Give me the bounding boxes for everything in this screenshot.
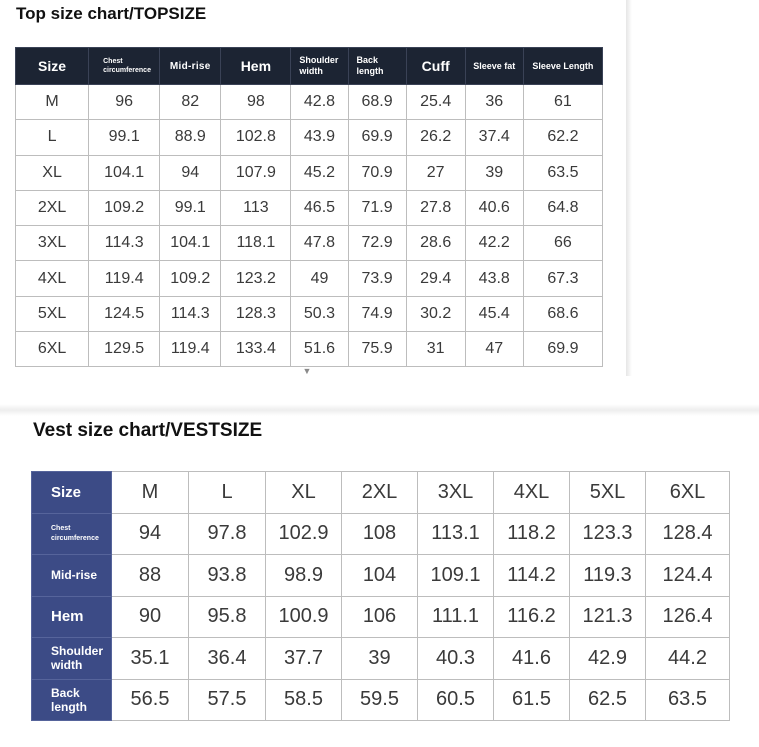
- measurement-cell: 63.5: [523, 155, 602, 190]
- measurement-cell: 128.3: [221, 296, 291, 331]
- size-cell: 6XL: [16, 332, 89, 367]
- measurement-cell: 43.9: [291, 120, 348, 155]
- measurement-cell: 36: [465, 85, 523, 120]
- measurement-cell: 31: [406, 332, 465, 367]
- row-header: Hem: [32, 596, 112, 638]
- top-size-panel: [0, 0, 626, 376]
- size-cell: 4XL: [16, 261, 89, 296]
- table-row: [32, 555, 730, 597]
- measurement-cell: 124.4: [646, 555, 730, 597]
- measurement-cell: 100.9: [266, 596, 342, 638]
- measurement-cell: 104.1: [160, 226, 221, 261]
- measurement-cell: 41.6: [494, 638, 570, 680]
- measurement-cell: 104.1: [89, 155, 160, 190]
- table-row: [32, 472, 730, 514]
- header-hem: Hem: [221, 48, 291, 85]
- size-cell: 5XL: [570, 472, 646, 514]
- measurement-cell: 39: [342, 638, 418, 680]
- measurement-cell: 102.9: [266, 513, 342, 555]
- measurement-cell: 30.2: [406, 296, 465, 331]
- measurement-cell: 45.2: [291, 155, 348, 190]
- table-row: [16, 120, 603, 155]
- table-row: [16, 85, 603, 120]
- measurement-cell: 72.9: [348, 226, 406, 261]
- top-size-table: [15, 47, 603, 367]
- table-row: [16, 261, 603, 296]
- header-sleeve-fat: Sleeve fat: [465, 48, 523, 85]
- measurement-cell: 113.1: [418, 513, 494, 555]
- table-row: [16, 296, 603, 331]
- measurement-cell: 46.5: [291, 190, 348, 225]
- measurement-cell: 119.4: [89, 261, 160, 296]
- measurement-cell: 133.4: [221, 332, 291, 367]
- measurement-cell: 126.4: [646, 596, 730, 638]
- measurement-cell: 40.3: [418, 638, 494, 680]
- measurement-cell: 64.8: [523, 190, 602, 225]
- table-row: [32, 679, 730, 721]
- measurement-cell: 67.3: [523, 261, 602, 296]
- row-header: Mid-rise: [32, 555, 112, 597]
- measurement-cell: 75.9: [348, 332, 406, 367]
- size-cell: M: [16, 85, 89, 120]
- measurement-cell: 42.9: [570, 638, 646, 680]
- panel-divider: [0, 376, 759, 416]
- measurement-cell: 25.4: [406, 85, 465, 120]
- measurement-cell: 44.2: [646, 638, 730, 680]
- measurement-cell: 61: [523, 85, 602, 120]
- measurement-cell: 28.6: [406, 226, 465, 261]
- measurement-cell: 37.4: [465, 120, 523, 155]
- measurement-cell: 71.9: [348, 190, 406, 225]
- size-cell: 2XL: [16, 190, 89, 225]
- measurement-cell: 119.4: [160, 332, 221, 367]
- header-sleeve-length: Sleeve Length: [523, 48, 602, 85]
- measurement-cell: 82: [160, 85, 221, 120]
- size-cell: XL: [16, 155, 89, 190]
- vest-chart-title: Vest size chart/VESTSIZE: [33, 420, 263, 441]
- measurement-cell: 114.3: [160, 296, 221, 331]
- table-row: [16, 226, 603, 261]
- measurement-cell: 37.7: [266, 638, 342, 680]
- row-header: Shoulder width: [32, 638, 112, 680]
- measurement-cell: 107.9: [221, 155, 291, 190]
- measurement-cell: 121.3: [570, 596, 646, 638]
- measurement-cell: 56.5: [112, 679, 189, 721]
- header-chest: Chest circumference: [89, 48, 160, 85]
- measurement-cell: 74.9: [348, 296, 406, 331]
- measurement-cell: 102.8: [221, 120, 291, 155]
- measurement-cell: 111.1: [418, 596, 494, 638]
- row-header: Back length: [32, 679, 112, 721]
- measurement-cell: 27: [406, 155, 465, 190]
- measurement-cell: 109.2: [160, 261, 221, 296]
- measurement-cell: 99.1: [160, 190, 221, 225]
- table-row: [32, 596, 730, 638]
- measurement-cell: 66: [523, 226, 602, 261]
- measurement-cell: 123.3: [570, 513, 646, 555]
- measurement-cell: 118.1: [221, 226, 291, 261]
- measurement-cell: 95.8: [189, 596, 266, 638]
- measurement-cell: 62.5: [570, 679, 646, 721]
- measurement-cell: 51.6: [291, 332, 348, 367]
- row-header: Size: [32, 472, 112, 514]
- measurement-cell: 104: [342, 555, 418, 597]
- measurement-cell: 99.1: [89, 120, 160, 155]
- measurement-cell: 29.4: [406, 261, 465, 296]
- size-cell: 3XL: [16, 226, 89, 261]
- measurement-cell: 39: [465, 155, 523, 190]
- measurement-cell: 93.8: [189, 555, 266, 597]
- measurement-cell: 63.5: [646, 679, 730, 721]
- top-chart-title: Top size chart/TOPSIZE: [16, 4, 207, 23]
- table-row: [16, 190, 603, 225]
- size-cell: 5XL: [16, 296, 89, 331]
- measurement-cell: 42.8: [291, 85, 348, 120]
- measurement-cell: 70.9: [348, 155, 406, 190]
- chevron-down-icon[interactable]: ▼: [302, 366, 312, 376]
- measurement-cell: 60.5: [418, 679, 494, 721]
- measurement-cell: 129.5: [89, 332, 160, 367]
- measurement-cell: 58.5: [266, 679, 342, 721]
- measurement-cell: 88.9: [160, 120, 221, 155]
- measurement-cell: 113: [221, 190, 291, 225]
- measurement-cell: 98: [221, 85, 291, 120]
- measurement-cell: 27.8: [406, 190, 465, 225]
- measurement-cell: 47.8: [291, 226, 348, 261]
- measurement-cell: 47: [465, 332, 523, 367]
- measurement-cell: 40.6: [465, 190, 523, 225]
- measurement-cell: 69.9: [523, 332, 602, 367]
- header-shoulder: Shoulder width: [291, 48, 348, 85]
- measurement-cell: 50.3: [291, 296, 348, 331]
- row-header: Chest circumference: [32, 513, 112, 555]
- table-row: [32, 638, 730, 680]
- measurement-cell: 43.8: [465, 261, 523, 296]
- measurement-cell: 68.6: [523, 296, 602, 331]
- size-cell: XL: [266, 472, 342, 514]
- measurement-cell: 49: [291, 261, 348, 296]
- measurement-cell: 114.2: [494, 555, 570, 597]
- top-header-row: [16, 48, 603, 85]
- header-mid-rise: Mid-rise: [160, 48, 221, 85]
- size-cell: 6XL: [646, 472, 730, 514]
- measurement-cell: 62.2: [523, 120, 602, 155]
- header-back-length: Back length: [348, 48, 406, 85]
- measurement-cell: 96: [89, 85, 160, 120]
- measurement-cell: 59.5: [342, 679, 418, 721]
- measurement-cell: 128.4: [646, 513, 730, 555]
- panel-shadow: [626, 0, 632, 376]
- vest-size-table: [31, 471, 730, 721]
- measurement-cell: 88: [112, 555, 189, 597]
- measurement-cell: 109.2: [89, 190, 160, 225]
- measurement-cell: 116.2: [494, 596, 570, 638]
- measurement-cell: 42.2: [465, 226, 523, 261]
- measurement-cell: 90: [112, 596, 189, 638]
- measurement-cell: 108: [342, 513, 418, 555]
- measurement-cell: 98.9: [266, 555, 342, 597]
- measurement-cell: 114.3: [89, 226, 160, 261]
- measurement-cell: 68.9: [348, 85, 406, 120]
- measurement-cell: 57.5: [189, 679, 266, 721]
- measurement-cell: 119.3: [570, 555, 646, 597]
- measurement-cell: 69.9: [348, 120, 406, 155]
- table-row: [16, 155, 603, 190]
- header-cuff: Cuff: [406, 48, 465, 85]
- measurement-cell: 94: [160, 155, 221, 190]
- table-row: [32, 513, 730, 555]
- measurement-cell: 73.9: [348, 261, 406, 296]
- measurement-cell: 124.5: [89, 296, 160, 331]
- measurement-cell: 118.2: [494, 513, 570, 555]
- measurement-cell: 61.5: [494, 679, 570, 721]
- header-size: Size: [16, 48, 89, 85]
- measurement-cell: 45.4: [465, 296, 523, 331]
- measurement-cell: 106: [342, 596, 418, 638]
- measurement-cell: 94: [112, 513, 189, 555]
- size-cell: M: [112, 472, 189, 514]
- measurement-cell: 97.8: [189, 513, 266, 555]
- table-row: [16, 332, 603, 367]
- measurement-cell: 123.2: [221, 261, 291, 296]
- measurement-cell: 36.4: [189, 638, 266, 680]
- size-cell: 3XL: [418, 472, 494, 514]
- size-cell: 2XL: [342, 472, 418, 514]
- measurement-cell: 109.1: [418, 555, 494, 597]
- size-cell: L: [189, 472, 266, 514]
- size-cell: 4XL: [494, 472, 570, 514]
- measurement-cell: 35.1: [112, 638, 189, 680]
- measurement-cell: 26.2: [406, 120, 465, 155]
- size-cell: L: [16, 120, 89, 155]
